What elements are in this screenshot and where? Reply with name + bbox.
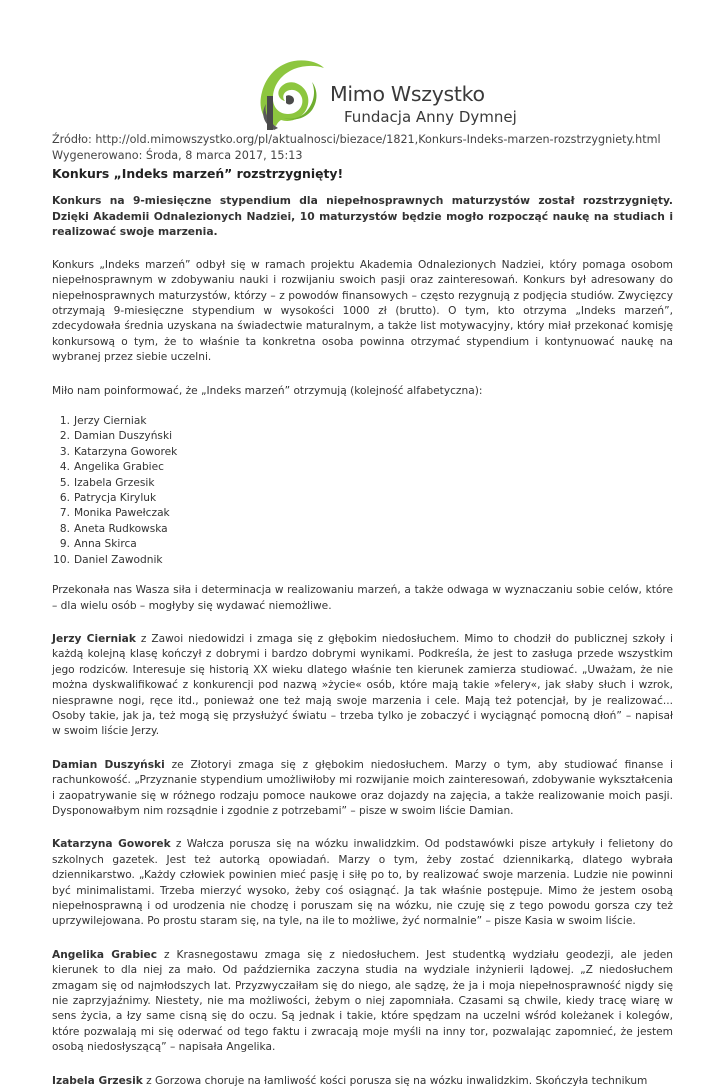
source-line: Źródło: http://old.mimowszystko.org/pl/aktualnosci/biezace/1821,Konkurs-Indeks-marzen-rozstrzygniety.html: [52, 133, 661, 146]
list-item: [52, 476, 673, 491]
winner-name: Katarzyna Goworek: [74, 445, 178, 458]
winner-name: Angelika Grabiec: [74, 461, 164, 474]
generated-line: Wygenerowano: Środa, 8 marca 2017, 15:13: [52, 148, 303, 162]
list-item: [52, 445, 673, 460]
convinced-paragraph: Przekonała nas Wasza siła i determinacja w realizowaniu marzeń, a także odwaga w wyznaczaniu sobie celów, które – dla wielu osób – mogłyby się wydawać niemożliwe.: [52, 584, 673, 612]
list-number: 9.: [59, 538, 70, 551]
profile-name: Jerzy Cierniak: [52, 632, 136, 645]
profile-paragraph: [52, 837, 673, 929]
logo-name: Mimo Wszystko: [330, 82, 485, 106]
winner-name: Izabela Grzesik: [74, 476, 155, 489]
list-item: [52, 553, 673, 568]
list-number: 3.: [59, 445, 70, 458]
profile-text: ze Złotoryi zmaga się z głębokim niedosłuchem. Marzy o tym, aby studiować finanse i rachunkowość. „Przyznanie stypendium umożliwiłoby mi rozwijanie moich zainteresowań, zdobywanie wykształcenia i zaopatrywanie się w różnego rodzaju pomoce naukowe oraz dojazdy na zajęcia, a także realizowanie moich pasji. Dysponowałbym nim rozsądnie i zgodnie z potrzebami” – pisze w swoim liście Damian.: [52, 758, 673, 817]
list-item: [52, 506, 673, 521]
list-item: [52, 429, 673, 444]
document-meta: [52, 132, 661, 163]
list-number: 8.: [59, 522, 70, 535]
winners-announcement: Miło nam poinformować, że „Indeks marzeń” otrzymują (kolejność alfabetyczna):: [52, 384, 483, 397]
list-item: [52, 537, 673, 552]
foundation-logo: [256, 56, 517, 132]
profile-paragraph: [52, 948, 673, 1056]
profile-text: z Zawoi niedowidzi i zmaga się z głębokim niedosłuchem. Mimo to chodził do publicznej szkoły i każdą kolejną klasę kończył z dobrymi i bardzo dobrymi wynikami. Podkreśla, że jest to zasługa przede wszystkim jego rodziców. Interesuje się historią XX wieku dlatego właśnie ten kierunek zamierza studiować. „Uważam, że nie można dyskwalifikować z konkurencji pod nazwą »życie« osób, które mają takie »felery«, jak słaby słuch i wzrok, niesprawne nogi, ręce itd., ponieważ one też mają swoje marzenia i cele. Mają też potencjał, by je realizować... Osoby takie, jak ja, też mogą się przysłużyć światu – trzeba tylko je zobaczyć i wyciągnąć pomocną dłoń” – napisał w swoim liście Jerzy.: [52, 632, 673, 738]
profile-name: Damian Duszyński: [52, 758, 165, 771]
list-number: 1.: [59, 415, 70, 428]
list-item: [52, 491, 673, 506]
list-number: 4.: [59, 461, 70, 474]
article-lead: Konkurs na 9-miesięczne stypendium dla niepełnosprawnych maturzystów został rozstrzygnięty. Dzięki Akademii Odnalezionych Nadziei, 10 maturzystów będzie mogło rozpocząć naukę na studiach i realizować swoje marzenia.: [52, 194, 673, 239]
profile-paragraph: [52, 632, 673, 740]
list-number: 6.: [59, 492, 70, 505]
list-number: 5.: [59, 476, 70, 489]
article-body: [52, 193, 673, 1089]
list-number: 2.: [59, 430, 70, 443]
profile-text: z Wałcza porusza się na wózku inwalidzkim. Od podstawówki pisze artykuły i felietony do szkolnych gazetek. Jest też autorką opowiadań. Marzy o tym, żeby zostać dziennikarką, dlatego wybrała dziennikarstwo. „Każdy człowiek powinien mieć pasję i siłę po to, by realizować swoje marzenia. Ludzie nie powinni być minimalistami. Trzeba mierzyć wysoko, żeby coś osiągnąć. Ja tak właśnie postępuje. Mimo że jestem osobą niepełnosprawną i od urodzenia nie chodzę i poruszam się na wózku, nie czuję się z tego powodu gorsza czy też uprzywilejowana. Po prostu staram się, na tyle, na ile to możliwe, żyć normalnie” – pisze Kasia w swoim liście.: [52, 838, 673, 928]
list-item: [52, 414, 673, 429]
logo-subtitle: Fundacja Anny Dymnej: [344, 108, 517, 126]
winners-list: [52, 414, 673, 568]
profile-paragraph: [52, 1074, 673, 1089]
winner-name: Anna Skirca: [74, 538, 137, 551]
article-title: Konkurs „Indeks marzeń” rozstrzygnięty!: [52, 166, 344, 181]
profile-text: z Krasnegostawu zmaga się z niedosłuchem. Jest studentką wydziału geodezji, ale jeden kierunek to dla niej za mało. Od października zaczyna studia na wydziale inżynierii lądowej. „Z niedosłuchem zmagam się od najmłodszych lat. Przyzwyczaiłam się do niego, ale sądzę, że ja i moja niepełnosprawność nigdy się nie zaprzyjaźnimy. Niestety, nie ma możliwości, żebym o niej zapomniała. Czasami są chwile, kiedy tracę wiarę w sens życia, a łzy same cisną się do oczu. Są jednak i takie, które spędzam na uczelni wśród koleżanek i kolegów, które pozwalają mi się oderwać od tego faktu i zwracają moje myśli na inny tor, pozwalając zapomnieć, że jestem osobą niedosłyszącą” – napisała Angelika.: [52, 948, 674, 1054]
winner-name: Daniel Zawodnik: [74, 553, 163, 566]
winner-name: Patrycja Kiryluk: [74, 492, 157, 505]
profile-text: z Gorzowa choruje na łamliwość kości porusza się na wózku inwalidzkim. Skończyła technikum: [142, 1074, 648, 1087]
list-item: [52, 460, 673, 475]
profile-name: Katarzyna Goworek: [52, 838, 171, 851]
profile-name: Angelika Grabiec: [52, 948, 158, 961]
list-item: [52, 522, 673, 537]
winner-name: Monika Pawełczak: [74, 507, 170, 520]
winner-name: Aneta Rudkowska: [74, 522, 168, 535]
winner-name: Jerzy Cierniak: [74, 415, 147, 428]
winner-name: Damian Duszyński: [74, 430, 173, 443]
list-number: 7.: [59, 507, 70, 520]
profile-paragraph: [52, 758, 673, 820]
list-number: 10.: [53, 553, 70, 566]
profile-name: Izabela Grzesik: [52, 1074, 143, 1087]
article-intro: Konkurs „Indeks marzeń” odbył się w ramach projektu Akademia Odnalezionych Nadziei, który pomaga osobom niepełnosprawnym w zdobywaniu nauki i rozwijaniu swoich pasji oraz zainteresowań. Konkurs był adresowany do niepełnosprawnych maturzystów, którzy – z powodów finansowych – często rezygnują z podjęcia studiów. Zwycięzcy otrzymają 9-miesięczne stypendium w wysokości 1000 zł (brutto). O tym, kto otrzyma „Indeks marzeń”, zdecydowała średnia uzyskana na świadectwie maturalnym, a także list motywacyjny, który miał przekonać komisję konkursową o tym, że to właśnie ta konkretna osoba powinna otrzymać stypendium i kontynuować naukę na wybranej przez siebie uczelni.: [52, 258, 673, 364]
spiral-logo-icon: [256, 56, 326, 132]
